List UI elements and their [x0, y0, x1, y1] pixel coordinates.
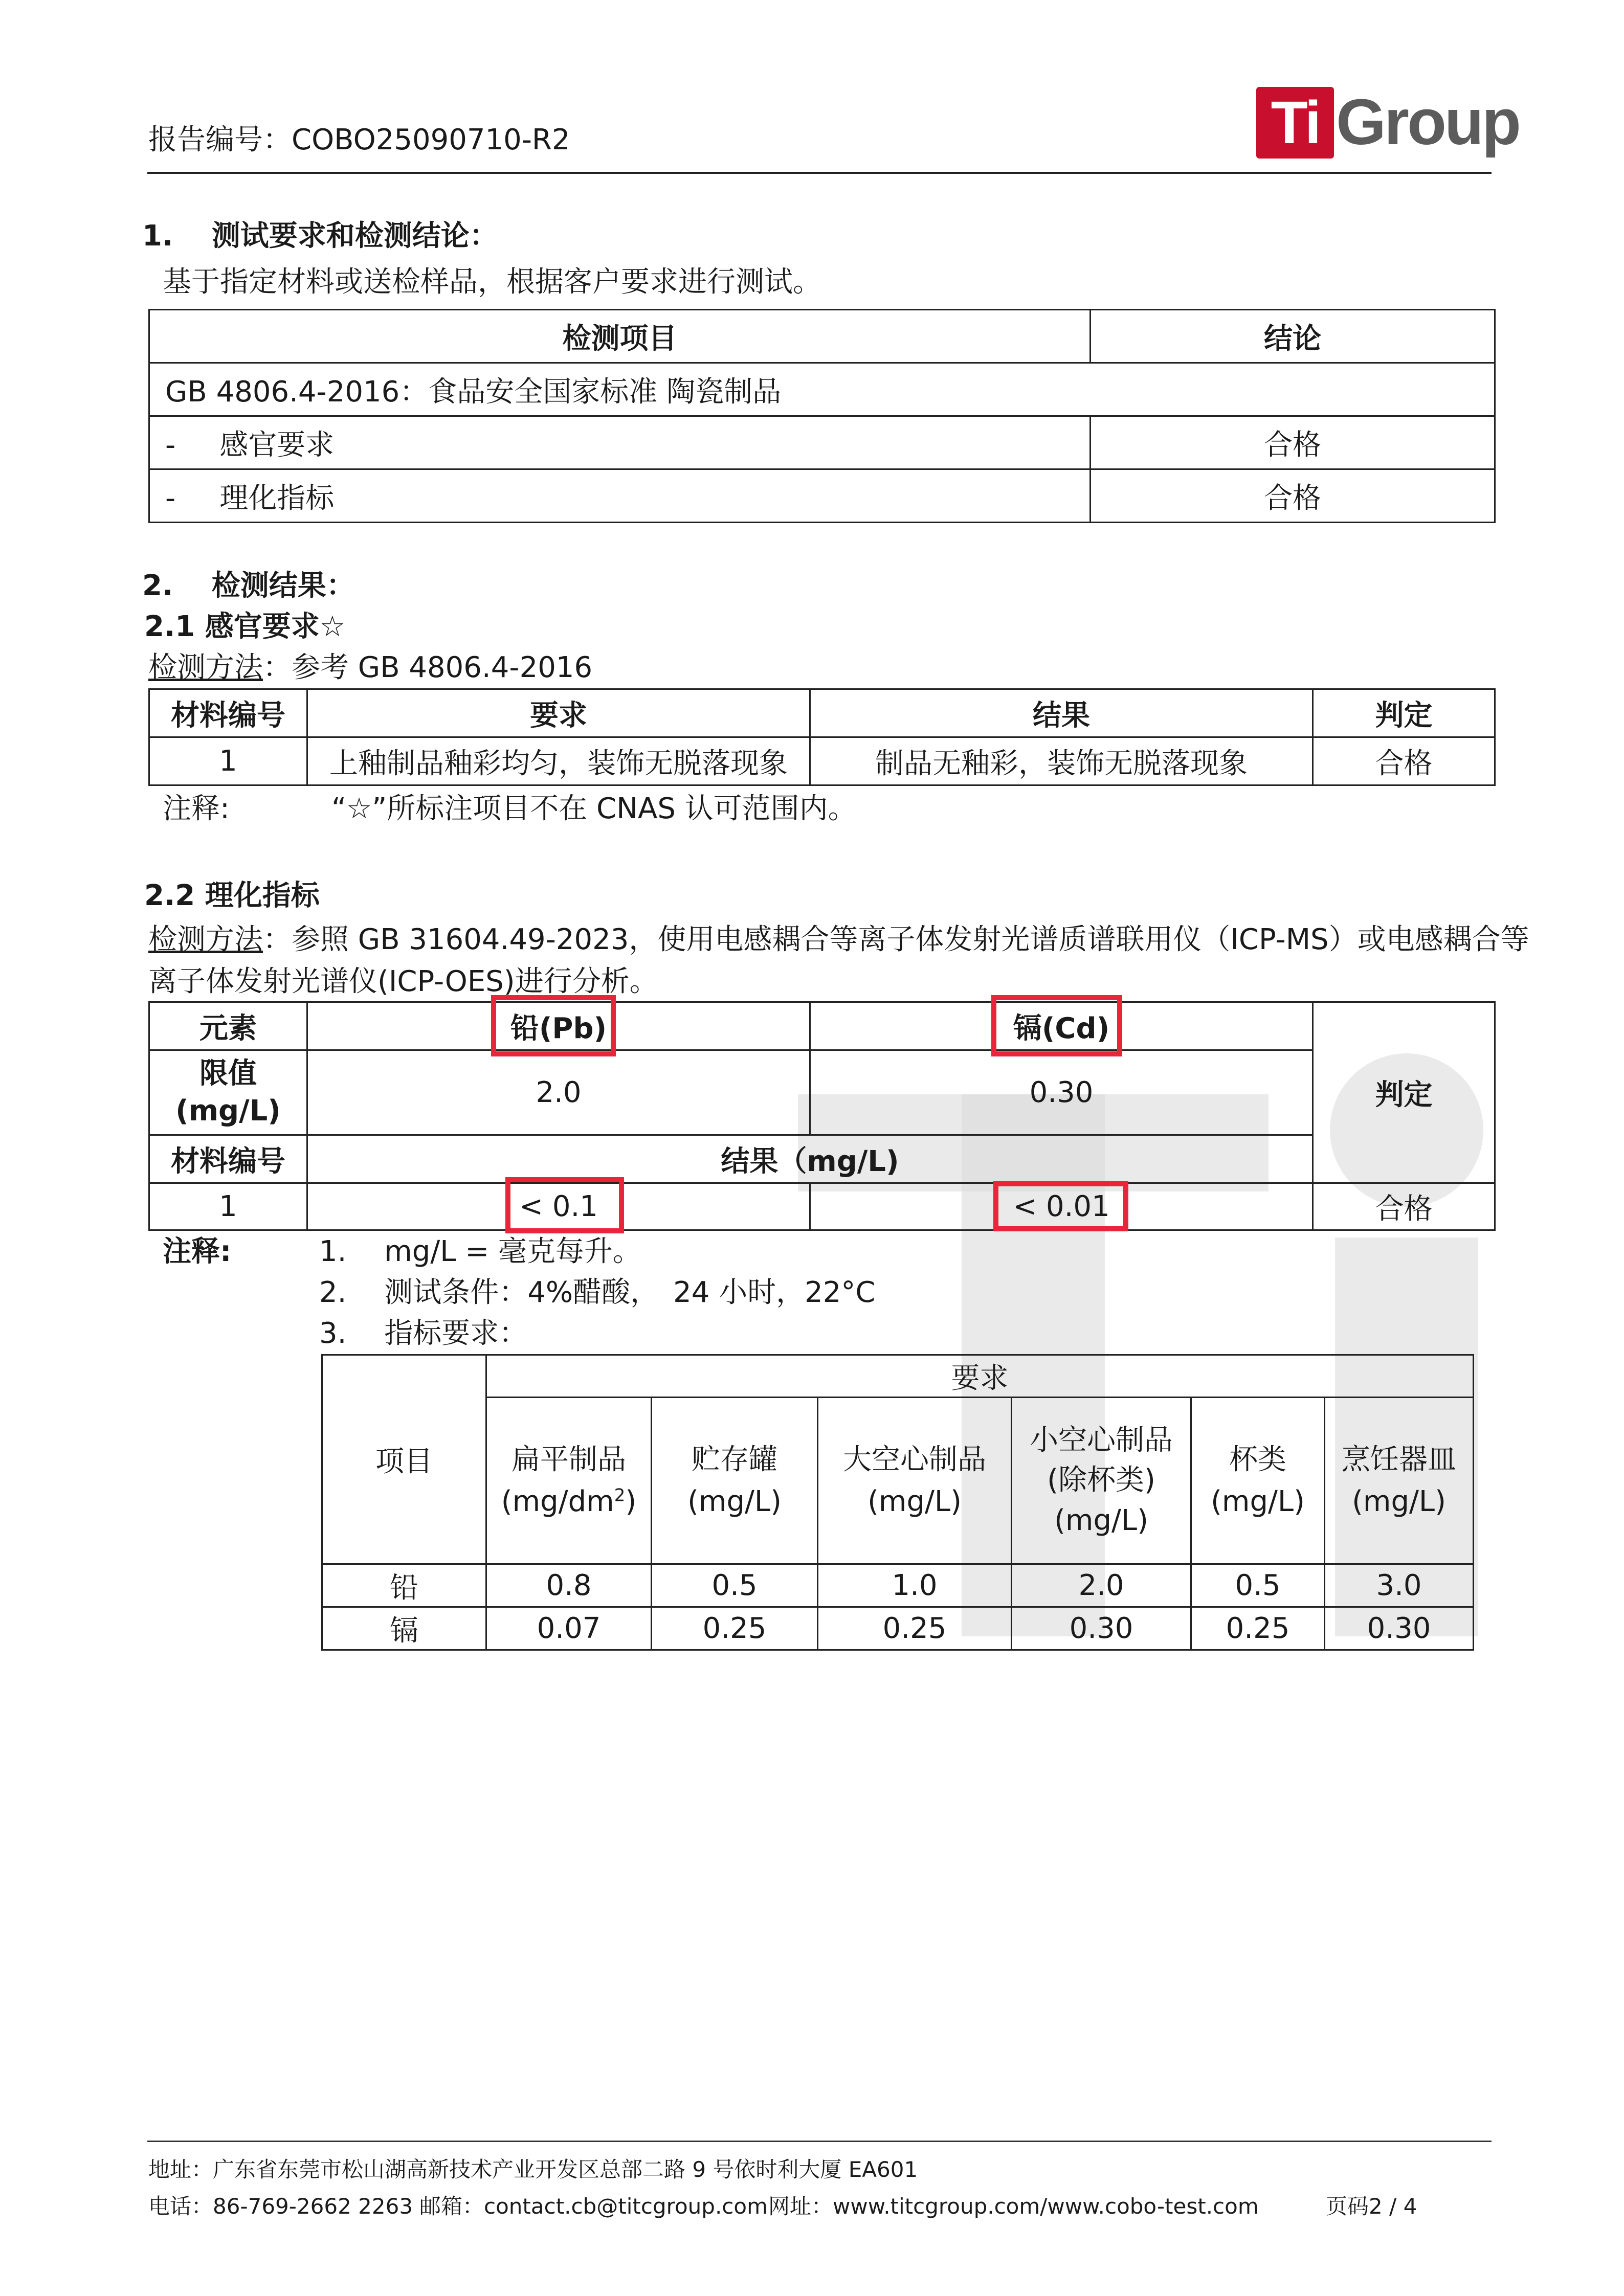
element-label: 元素	[149, 1002, 307, 1050]
section22-method-line2: 离子体发射光谱仪(ICP-OES)进行分析。	[148, 965, 658, 998]
req-col-large-hollow	[818, 1398, 1012, 1564]
col-line2: (mg/L)	[1352, 1484, 1446, 1518]
method-label: 检测方法	[148, 923, 263, 956]
col-header-test-item: 检测项目	[149, 310, 1091, 363]
table-row	[149, 469, 1495, 523]
col-line1: 杯类	[1229, 1443, 1286, 1477]
footer-page-number: 页码2 / 4	[1326, 2194, 1417, 2219]
section22-heading: 2.2 理化指标	[144, 879, 320, 912]
sensory-note-text: “☆”所标注项目不在 CNAS 认可范围内。	[331, 792, 857, 825]
result-pb: < 0.1	[307, 1183, 810, 1230]
material-no: 1	[149, 737, 307, 785]
limit-pb: 2.0	[307, 1050, 810, 1135]
col-header-judgement: 判定	[1313, 689, 1495, 737]
col-line2: (除杯类)	[1047, 1464, 1155, 1497]
conclusion-sensory: 合格	[1091, 416, 1495, 469]
limit-cd: 0.30	[810, 1050, 1313, 1135]
col-line1: 烹饪器皿	[1342, 1443, 1456, 1477]
footer-email: 邮箱：contact.cb@titcgroup.com	[419, 2194, 768, 2219]
col-line2: (mg/L)	[1211, 1484, 1305, 1518]
section22-method-line1	[148, 922, 1529, 957]
col-header-conclusion: 结论	[1091, 310, 1495, 363]
note-item-3: 3. 指标要求：	[319, 1317, 528, 1350]
table-row	[149, 737, 1495, 785]
report-number: 报告编号：COBO25090710-R2	[148, 123, 570, 156]
material-no-label: 材料编号	[149, 1135, 307, 1183]
result-cd: < 0.01	[810, 1183, 1313, 1230]
col-header-result: 结果	[810, 689, 1313, 737]
col-header-requirement: 要求	[307, 689, 810, 737]
element-pb: 铅(Pb)	[307, 1002, 810, 1050]
conclusion-table	[148, 309, 1496, 523]
footer-address: 地址：广东省东莞市松山湖高新技术产业开发区总部二路 9 号依时利大厦 EA601	[148, 2157, 918, 2182]
header-divider	[147, 172, 1492, 174]
limit-label-line1: 限值	[199, 1056, 257, 1090]
row-name-lead: 铅	[322, 1564, 486, 1607]
method-text: ：参考 GB 4806.4-2016	[263, 651, 593, 684]
value-cell: 0.5	[1191, 1564, 1325, 1607]
footer-website: 网址：www.titcgroup.com/www.cobo-test.com	[768, 2194, 1259, 2219]
col-header-material-no: 材料编号	[149, 689, 307, 737]
col-line3: (mg/L)	[1054, 1503, 1148, 1537]
value-cell: 0.07	[486, 1607, 652, 1650]
conclusion-physchem: 合格	[1091, 469, 1495, 523]
value-cell: 0.25	[818, 1607, 1012, 1650]
sensory-table	[148, 688, 1496, 786]
notes-label: 注释:	[163, 1235, 232, 1268]
req-col-requirement: 要求	[486, 1355, 1474, 1398]
limit-label-line2: (mg/L)	[175, 1094, 281, 1128]
col-line1: 扁平制品	[511, 1443, 626, 1477]
req-col-cookware	[1325, 1398, 1474, 1564]
test-item-physchem	[149, 469, 1091, 523]
req-col-storage	[652, 1398, 818, 1564]
section21-method	[148, 650, 592, 685]
row-name-cadmium: 镉	[322, 1607, 486, 1650]
unit-text: (mg/dm	[501, 1484, 614, 1518]
section1-intro: 基于指定材料或送检样品，根据客户要求进行测试。	[163, 265, 821, 299]
result-cell: 制品无釉彩，装饰无脱落现象	[810, 737, 1313, 785]
col-line2	[487, 1481, 651, 1522]
standard-row: GB 4806.4-2016：食品安全国家标准 陶瓷制品	[149, 363, 1495, 416]
judge-header: 判定	[1313, 1002, 1495, 1183]
value-cell: 0.25	[652, 1607, 818, 1650]
physchem-table	[148, 1001, 1496, 1231]
req-col-flat	[486, 1398, 652, 1564]
highlight-pb-header	[491, 995, 616, 1056]
item-label: 理化指标	[219, 481, 335, 515]
judgement-cell: 合格	[1313, 737, 1495, 785]
value-cell: 1.0	[818, 1564, 1012, 1607]
sample-id: 1	[149, 1183, 307, 1230]
item-label: 感官要求	[219, 428, 335, 462]
result-label: 结果（mg/L)	[307, 1135, 1313, 1183]
value-cell: 0.8	[486, 1564, 652, 1607]
note-item-2: 2. 测试条件：4%醋酸， 24 小时，22°C	[319, 1276, 876, 1309]
method-text: ：参照 GB 31604.49-2023，使用电感耦合等离子体发射光谱质谱联用仪（ICP-MS）或电感耦合等	[263, 923, 1529, 956]
footer-phone: 电话：86-769-2662 2263	[148, 2194, 413, 2219]
requirement-cell: 上釉制品釉彩均匀，装饰无脱落现象	[307, 737, 810, 785]
table-row	[322, 1607, 1474, 1650]
logo-group: Group	[1336, 86, 1519, 158]
col-line1: 大空心制品	[843, 1443, 986, 1477]
section21-heading: 2.1 感官要求☆	[144, 610, 345, 643]
table-row	[149, 416, 1495, 469]
col-line1: 小空心制品	[1030, 1423, 1173, 1457]
unit-sup: 2	[614, 1484, 626, 1505]
footer-divider	[147, 2141, 1492, 2142]
col-line2: (mg/L)	[867, 1484, 962, 1518]
section2-heading: 2. 检测结果：	[142, 569, 355, 602]
table-row	[322, 1564, 1474, 1607]
dash: -	[165, 428, 176, 462]
highlight-cd-result	[993, 1181, 1128, 1231]
element-cd: 镉(Cd)	[810, 1002, 1313, 1050]
req-col-item: 项目	[322, 1355, 486, 1564]
value-cell: 2.0	[1012, 1564, 1191, 1607]
value-cell: 3.0	[1325, 1564, 1474, 1607]
note-item-1: 1. mg/L = 毫克每升。	[319, 1235, 641, 1268]
method-label: 检测方法	[148, 651, 263, 684]
req-col-cups	[1191, 1398, 1325, 1564]
value-cell: 0.5	[652, 1564, 818, 1607]
table-row	[149, 1183, 1495, 1230]
value-cell: 0.30	[1325, 1607, 1474, 1650]
highlight-cd-header	[991, 995, 1122, 1056]
limit-label	[149, 1050, 307, 1135]
value-cell: 0.30	[1012, 1607, 1191, 1650]
col-line1: 贮存罐	[692, 1443, 777, 1477]
section1-heading: 1. 测试要求和检测结论：	[142, 219, 498, 253]
highlight-pb-result	[505, 1177, 624, 1233]
requirements-table	[321, 1354, 1474, 1651]
req-col-small-hollow	[1012, 1398, 1191, 1564]
judgement-cell: 合格	[1313, 1183, 1495, 1230]
logo-ti: Ti	[1256, 87, 1334, 159]
sensory-note-label: 注释:	[163, 792, 230, 825]
unit-end: )	[625, 1484, 637, 1518]
col-line2: (mg/L)	[687, 1484, 782, 1518]
test-item-sensory	[149, 416, 1091, 469]
value-cell: 0.25	[1191, 1607, 1325, 1650]
dash: -	[165, 481, 176, 515]
